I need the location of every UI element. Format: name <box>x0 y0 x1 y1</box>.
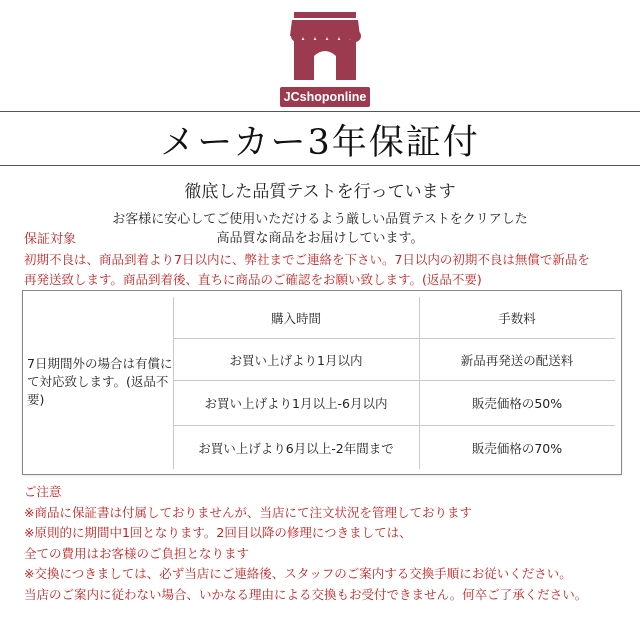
notes-section <box>24 482 587 605</box>
note-line: ※交換につきましては、必ず当店にご連絡後、スタッフのご案内する交換手順にお従いください。 <box>24 566 572 581</box>
top-divider <box>0 111 640 112</box>
notes-heading: ご注意 <box>24 484 62 499</box>
warranty-fee-table <box>22 290 622 475</box>
page-subtitle: 徹底した品質テストを行っています <box>184 182 456 202</box>
table-cell-period: お買い上げより6月以上-2年間まで <box>198 440 394 456</box>
note-line: 全ての費用はお客様のご負担となります <box>24 545 250 561</box>
description-line-2: 高品質な商品をお届けしています。 <box>216 231 424 246</box>
note-line: ※原則的に期間中1回となります。2回目以降の修理につきましては、 <box>24 525 412 540</box>
brand-name: JCshoponline <box>280 87 370 107</box>
table-header-fee: 手数料 <box>498 310 536 326</box>
guarantee-label: 保証対象 <box>24 232 77 247</box>
table-cell-fee: 販売価格の50% <box>471 396 563 411</box>
table-left-note: 7日期間外の場合は有償にて対応致します。(返品不要) <box>27 356 173 407</box>
note-line: 当店のご案内に従わない場合、いかなる理由による交換もお受付できません。何卒ご了承ください。 <box>24 586 588 602</box>
defect-notice-line-2: 再発送致します。商品到着後、直ちに商品のご確認をお願い致します。(返品不要) <box>24 272 482 287</box>
table-header-period: 購入時間 <box>270 310 321 326</box>
storefront-icon <box>288 10 362 84</box>
table-cell-fee: 販売価格の70% <box>471 440 563 456</box>
table-cell-period: お買い上げより1月以内 <box>229 352 363 368</box>
table-cell-fee: 新品再発送の配送料 <box>460 352 574 368</box>
table-cell-period: お買い上げより1月以上-6月以内 <box>204 396 388 411</box>
description-line-1: お客様に安心してご使用いただけるよう厳しい品質テストをクリアした <box>112 212 528 227</box>
title-divider <box>0 165 640 166</box>
defect-notice-line-1: 初期不良は、商品到着より7日以内に、弊社までご連絡を下さい。7日以内の初期不良は無償で新品を <box>24 252 590 267</box>
note-line: ※商品に保証書は付属しておりませんが、当店にて注文状況を管理しております <box>24 504 472 520</box>
page-title: メーカー3年保証付 <box>160 123 480 163</box>
